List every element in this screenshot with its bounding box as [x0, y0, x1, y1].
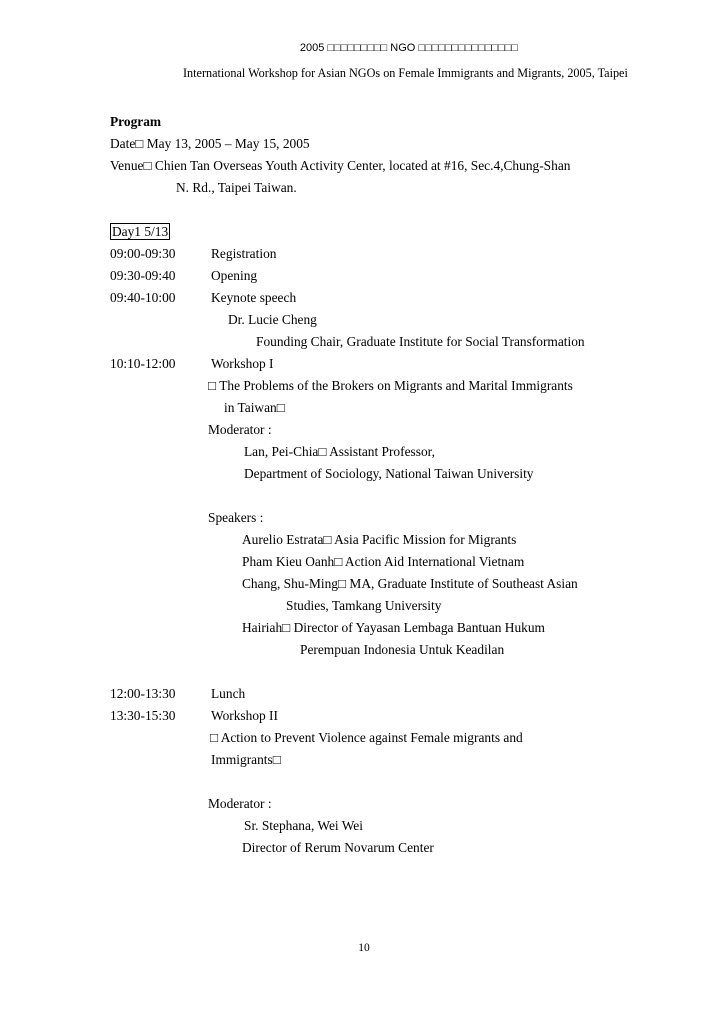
schedule-time: 09:30-09:40 — [110, 268, 176, 283]
workshop1-speaker-continuation: Studies, Tamkang University — [286, 598, 442, 613]
workshop1-moderator-dept: Department of Sociology, National Taiwan University — [244, 466, 534, 481]
schedule-event: Opening — [211, 268, 258, 283]
workshop2-moderator-role: Director of Rerum Novarum Center — [242, 840, 434, 855]
schedule-event: Lunch — [211, 686, 246, 701]
schedule-time: 13:30-15:30 — [110, 708, 176, 723]
page-number: 10 — [358, 942, 370, 954]
workshop1-topic-line1: □ The Problems of the Brokers on Migrants and Marital Immigrants — [208, 378, 573, 393]
keynote-affiliation: Founding Chair, Graduate Institute for Social Transformation — [256, 334, 585, 349]
workshop2-topic-line2: Immigrants□ — [211, 752, 281, 767]
schedule-event: Workshop II — [211, 708, 278, 723]
workshop1-moderator-label: Moderator : — [208, 422, 272, 437]
workshop1-speaker: Chang, Shu-Ming□ MA, Graduate Institute of Southeast Asian — [242, 576, 578, 591]
program-venue-line2: N. Rd., Taipei Taiwan. — [176, 180, 297, 195]
workshop2-topic-line1: □ Action to Prevent Violence against Female migrants and — [210, 730, 523, 745]
schedule-time: 09:00-09:30 — [110, 246, 176, 261]
workshop1-speaker: Aurelio Estrata□ Asia Pacific Mission for Migrants — [242, 532, 517, 547]
workshop1-speakers-label: Speakers : — [208, 510, 264, 525]
program-title: Program — [110, 114, 162, 129]
schedule-event: Registration — [211, 246, 277, 261]
workshop1-topic-line2: in Taiwan□ — [224, 400, 285, 415]
workshop1-speaker-continuation: Perempuan Indonesia Untuk Keadilan — [300, 642, 505, 657]
day-label-box — [110, 224, 170, 240]
program-venue-line1: Venue□ Chien Tan Overseas Youth Activity Center, located at #16, Sec.4,Chung-Shan — [110, 158, 571, 173]
header-chinese-title: 2005 □□□□□□□□□ NGO □□□□□□□□□□□□□□□ — [299, 42, 519, 54]
workshop2-moderator-label: Moderator : — [208, 796, 272, 811]
schedule-event: Workshop I — [211, 356, 274, 371]
workshop1-speaker: Hairiah□ Director of Yayasan Lembaga Bantuan Hukum — [242, 620, 545, 635]
schedule-time: 12:00-13:30 — [110, 686, 176, 701]
schedule-time: 10:10-12:00 — [110, 356, 176, 371]
schedule-time: 09:40-10:00 — [110, 290, 176, 305]
keynote-speaker: Dr. Lucie Cheng — [228, 312, 317, 327]
workshop2-moderator-name: Sr. Stephana, Wei Wei — [244, 818, 363, 833]
header-english-title: International Workshop for Asian NGOs on Female Immigrants and Migrants, 2005, Taipei — [183, 66, 628, 80]
workshop1-speaker: Pham Kieu Oanh□ Action Aid International Vietnam — [242, 554, 525, 569]
schedule-event: Keynote speech — [211, 290, 297, 305]
day-label: Day1 5/13 — [112, 224, 169, 239]
workshop1-moderator-name: Lan, Pei-Chia□ Assistant Professor, — [244, 444, 435, 459]
program-date: Date□ May 13, 2005 – May 15, 2005 — [110, 136, 310, 151]
